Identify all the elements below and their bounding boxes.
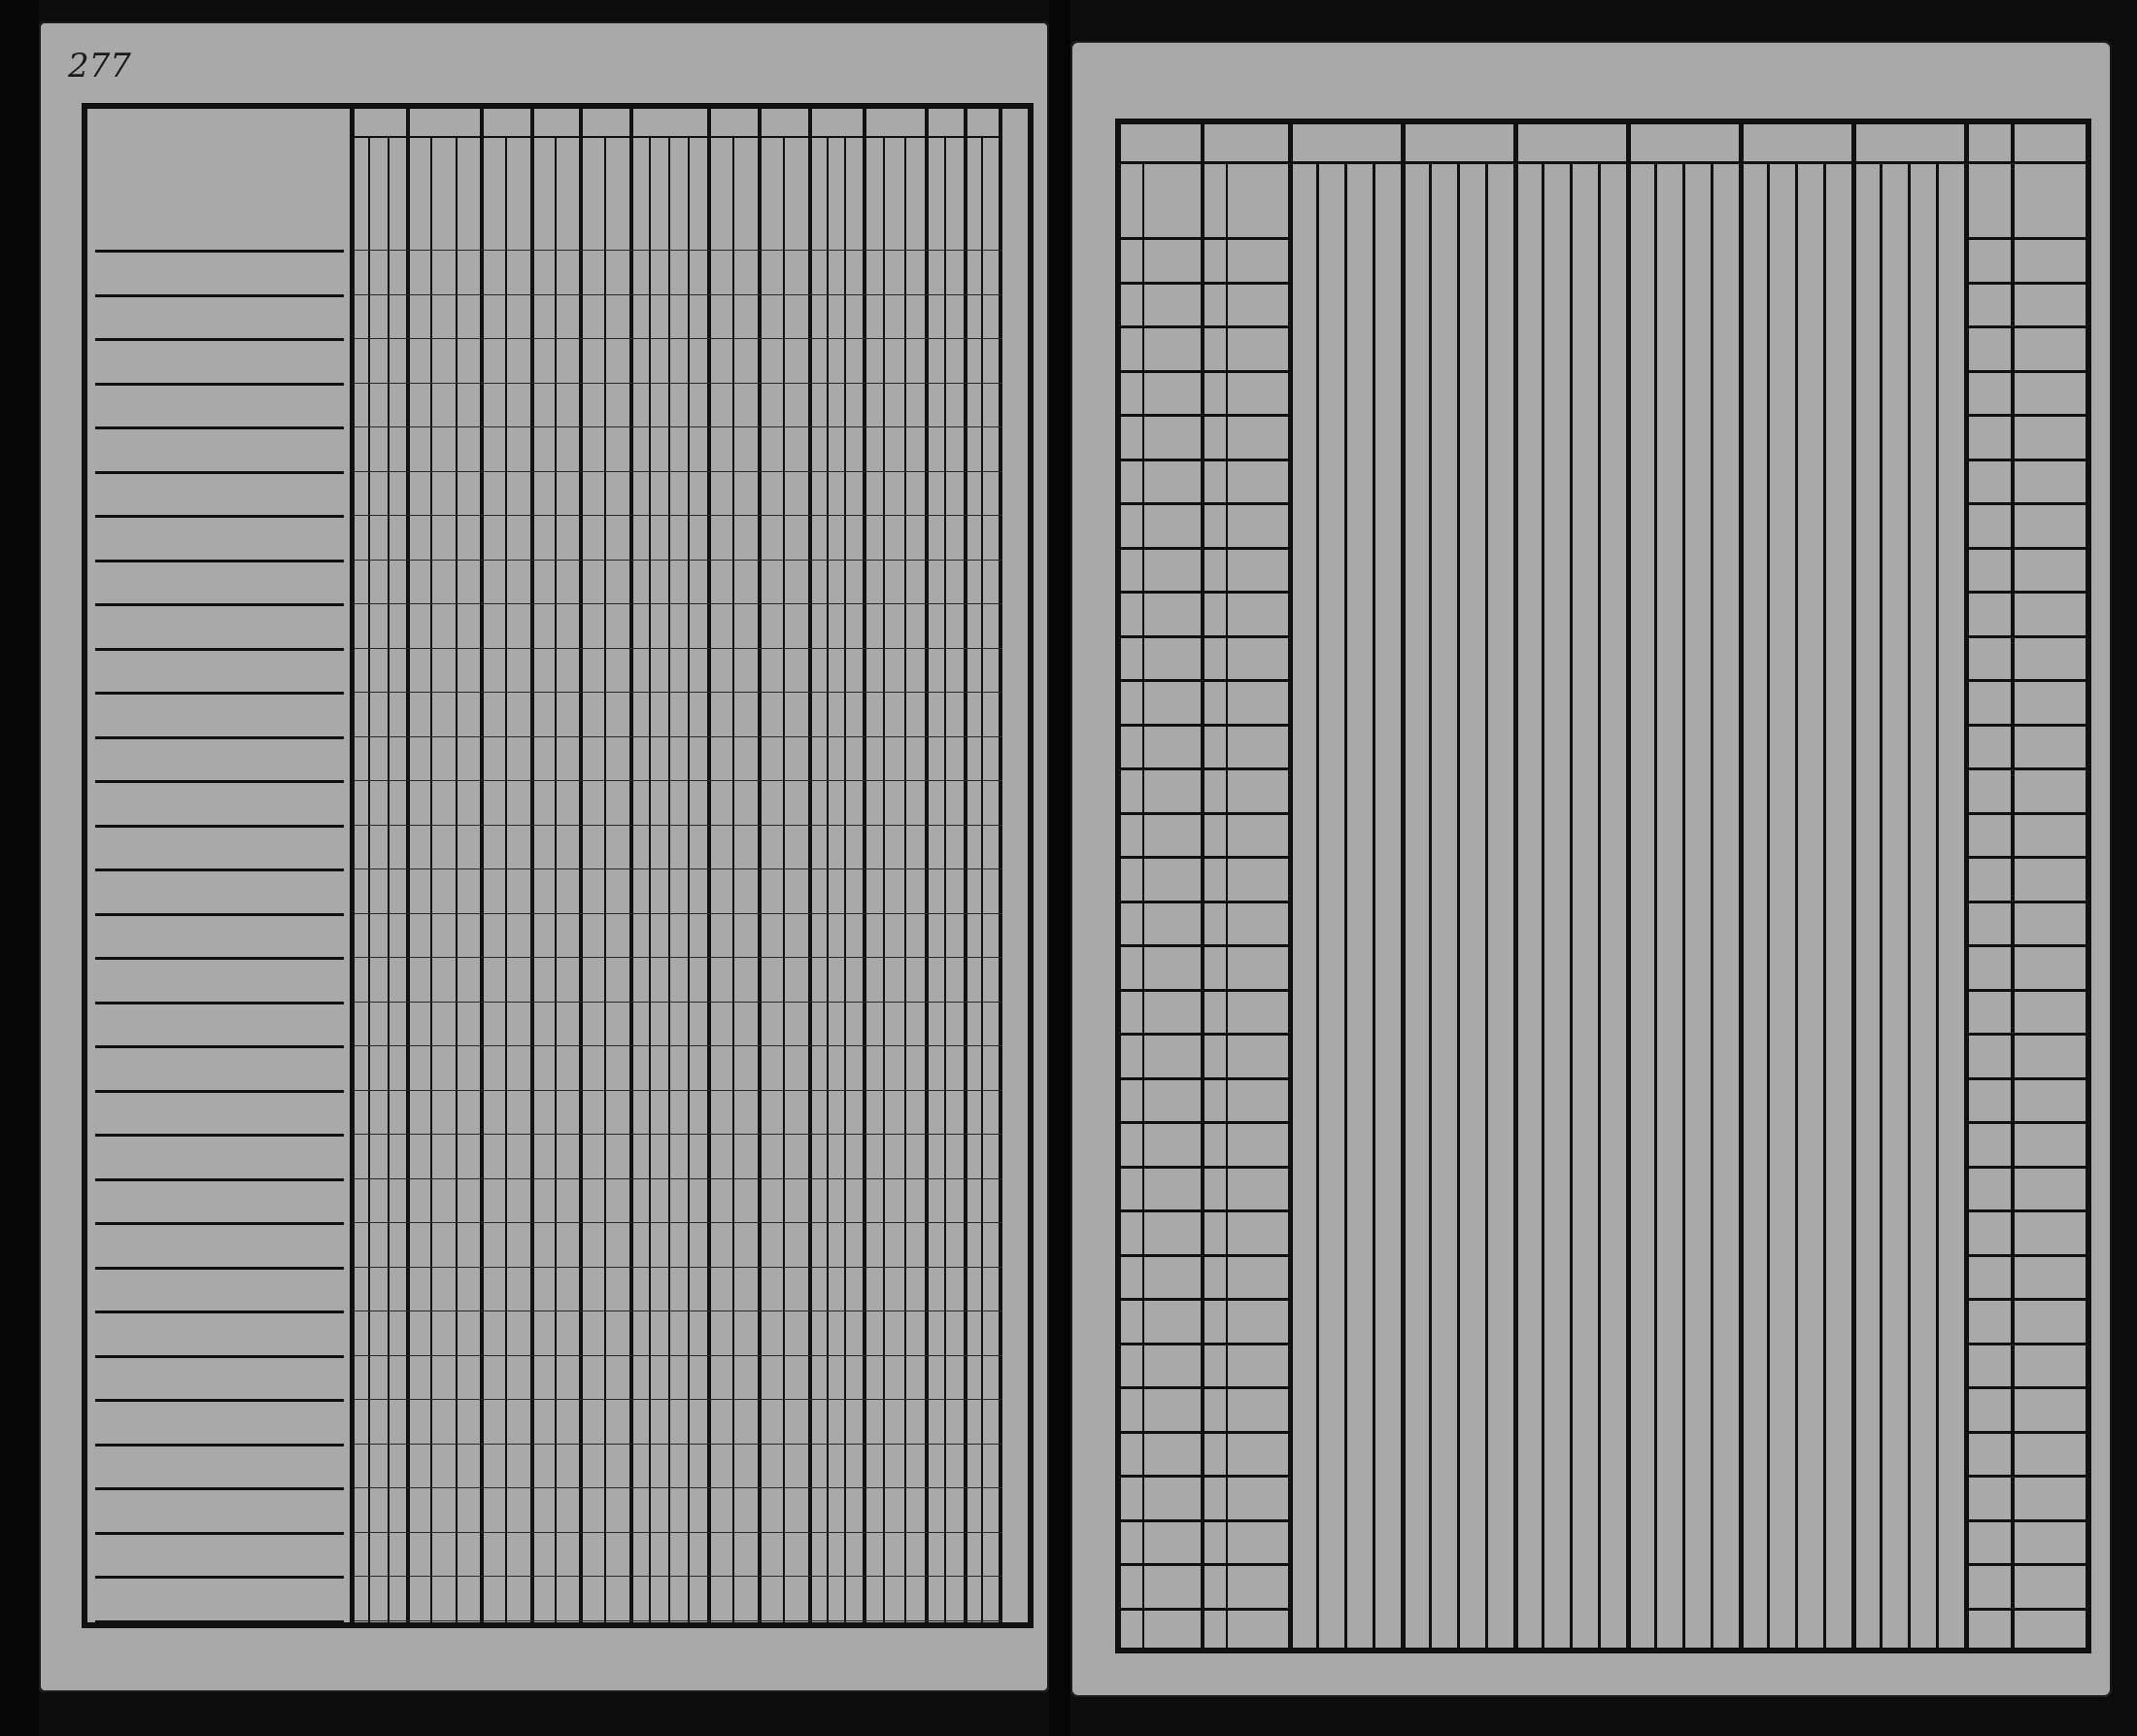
acc-row-rule <box>1964 1033 2086 1036</box>
acc-row-rule <box>1964 1519 2086 1522</box>
name-row-rule <box>95 1620 344 1623</box>
acc-row-rule <box>1964 282 2086 285</box>
data-row-rule <box>354 1532 1002 1533</box>
data-row-rule <box>354 692 1002 693</box>
name-row-rule <box>95 603 344 606</box>
natus-row-rule <box>1121 459 1288 461</box>
acc-row-rule <box>1964 1077 2086 1080</box>
year-subdivider <box>1795 161 1798 1648</box>
data-row-rule <box>354 1576 1002 1577</box>
year-subdivider <box>1880 161 1883 1648</box>
data-row-rule <box>354 1090 1002 1091</box>
natus-row-rule <box>1121 944 1288 947</box>
name-row-rule <box>95 825 344 828</box>
natus-row-rule <box>1121 370 1288 373</box>
year-subdivider <box>1908 161 1911 1648</box>
page-number: 277 <box>68 47 131 85</box>
natus-row-rule <box>1121 1431 1288 1434</box>
year-subdivider <box>1767 161 1770 1648</box>
right-page <box>1070 41 2112 1697</box>
left-edge-shadow <box>0 0 39 1736</box>
natus-row-rule <box>1121 901 1288 903</box>
data-row-rule <box>354 780 1002 781</box>
acc-row-rule <box>1964 1298 2086 1301</box>
data-row-rule <box>354 868 1002 869</box>
year-subdivider <box>1485 161 1488 1648</box>
obiit-divider <box>1288 124 1293 1648</box>
acc-row-rule <box>1964 1475 2086 1478</box>
data-row-rule <box>354 250 1002 251</box>
data-row-rule <box>354 736 1002 737</box>
name-row-rule <box>95 383 344 386</box>
name-row-rule <box>95 736 344 739</box>
name-row-rule <box>95 957 344 960</box>
year-subdivider <box>1598 161 1601 1648</box>
column-divider <box>579 109 583 1622</box>
year-divider <box>1401 124 1406 1648</box>
year-subdivider <box>1316 161 1319 1648</box>
data-row-rule <box>354 1620 1002 1621</box>
acc-row-rule <box>1964 370 2086 373</box>
name-row-rule <box>95 1134 344 1137</box>
name-row-rule <box>95 1267 344 1270</box>
name-row-rule <box>95 868 344 871</box>
year-divider <box>1739 124 1744 1648</box>
natus-row-rule <box>1121 502 1288 505</box>
data-row-rule <box>354 825 1002 826</box>
data-row-rule <box>354 1222 1002 1223</box>
data-row-rule <box>354 560 1002 561</box>
column-divider <box>406 109 410 1622</box>
acc-row-rule <box>1964 724 2086 727</box>
natus-row-rule <box>1121 989 1288 992</box>
name-row-rule <box>95 648 344 651</box>
column-divider <box>863 109 866 1622</box>
name-row-rule <box>95 338 344 341</box>
left-page <box>39 21 1049 1692</box>
right-register-table <box>1115 119 2091 1653</box>
acc-row-rule <box>1964 944 2086 947</box>
name-row-rule <box>95 1178 344 1181</box>
acc-row-rule <box>1964 1209 2086 1212</box>
name-row-rule <box>95 1399 344 1402</box>
data-row-rule <box>354 1178 1002 1179</box>
acc-row-rule <box>1964 1121 2086 1124</box>
natus-row-rule <box>1121 856 1288 859</box>
data-row-rule <box>354 1399 1002 1400</box>
natus-row-rule <box>1121 1563 1288 1566</box>
accessit-divider <box>2011 124 2015 1648</box>
name-row-rule <box>95 1444 344 1447</box>
data-row-rule <box>354 913 1002 914</box>
column-divider <box>964 109 967 1622</box>
header-rule <box>350 136 999 138</box>
column-divider <box>530 109 534 1622</box>
name-row-rule <box>95 250 344 253</box>
data-row-rule <box>354 426 1002 427</box>
natus-row-rule <box>1121 591 1288 594</box>
acc-row-rule <box>1964 856 2086 859</box>
natus-row-rule <box>1121 1343 1288 1345</box>
natus-row-rule <box>1121 724 1288 727</box>
data-row-rule <box>354 1045 1002 1046</box>
year-subdivider <box>1823 161 1826 1648</box>
data-row-rule <box>354 1267 1002 1268</box>
acc-row-rule <box>1964 1166 2086 1169</box>
column-divider <box>999 109 1002 1622</box>
column-divider <box>925 109 929 1622</box>
year-subdivider <box>1457 161 1460 1648</box>
data-row-rule <box>354 383 1002 384</box>
data-row-rule <box>354 294 1002 295</box>
acc-row-rule <box>1964 901 2086 903</box>
column-divider <box>629 109 633 1622</box>
natus-row-rule <box>1121 414 1288 417</box>
name-row-rule <box>95 913 344 916</box>
name-row-rule <box>95 515 344 518</box>
acc-row-rule <box>1964 325 2086 328</box>
name-row-rule <box>95 1576 344 1579</box>
data-row-rule <box>354 603 1002 604</box>
name-row-rule <box>95 1311 344 1313</box>
data-row-rule <box>354 1487 1002 1488</box>
name-row-rule <box>95 426 344 429</box>
year-subdivider <box>1654 161 1657 1648</box>
natus-row-rule <box>1121 1608 1288 1611</box>
acc-row-rule <box>1964 591 2086 594</box>
acc-row-rule <box>1964 1254 2086 1257</box>
year-subdivider <box>1682 161 1685 1648</box>
year-header-rule <box>1121 161 2086 164</box>
natus-row-rule <box>1121 767 1288 770</box>
data-row-rule <box>354 1355 1002 1356</box>
year-subdivider <box>1542 161 1544 1648</box>
natus-row-rule <box>1121 1254 1288 1257</box>
year-divider <box>1513 124 1518 1648</box>
data-row-rule <box>354 1444 1002 1445</box>
natus-row-rule <box>1121 1121 1288 1124</box>
name-row-rule <box>95 1002 344 1004</box>
natus-row-rule <box>1121 547 1288 550</box>
acc-row-rule <box>1964 237 2086 240</box>
year-subdivider <box>1936 161 1939 1648</box>
left-register-table <box>82 103 1034 1628</box>
natus-divider <box>1201 124 1204 1648</box>
name-row-rule <box>95 1222 344 1225</box>
acc-row-rule <box>1964 547 2086 550</box>
year-subdivider <box>1344 161 1347 1648</box>
name-row-rule <box>95 1045 344 1048</box>
name-row-rule <box>95 560 344 562</box>
acc-row-rule <box>1964 812 2086 815</box>
name-row-rule <box>95 1532 344 1535</box>
name-column-divider <box>350 109 355 1622</box>
acc-row-rule <box>1964 1343 2086 1345</box>
data-row-rule <box>354 957 1002 958</box>
natus-d-divider <box>1142 161 1144 1648</box>
data-row-rule <box>354 515 1002 516</box>
column-divider <box>480 109 484 1622</box>
acc-row-rule <box>1964 1386 2086 1389</box>
natus-row-rule <box>1121 679 1288 682</box>
column-divider <box>758 109 762 1622</box>
year-subdivider <box>1711 161 1713 1648</box>
acc-row-rule <box>1964 459 2086 461</box>
data-row-rule <box>354 338 1002 339</box>
year-subdivider <box>1570 161 1573 1648</box>
name-row-rule <box>95 1487 344 1490</box>
column-divider <box>808 109 812 1622</box>
acc-row-rule <box>1964 1563 2086 1566</box>
name-row-rule <box>95 1090 344 1093</box>
natus-row-rule <box>1121 237 1288 240</box>
name-row-rule <box>95 294 344 297</box>
acc-row-rule <box>1964 635 2086 638</box>
acc-row-rule <box>1964 1608 2086 1611</box>
natus-row-rule <box>1121 325 1288 328</box>
year-divider <box>1964 124 1969 1648</box>
name-row-rule <box>95 780 344 783</box>
natus-row-rule <box>1121 1386 1288 1389</box>
natus-row-rule <box>1121 282 1288 285</box>
natus-row-rule <box>1121 812 1288 815</box>
natus-row-rule <box>1121 1166 1288 1169</box>
year-subdivider <box>1429 161 1432 1648</box>
name-row-rule <box>95 1355 344 1358</box>
name-row-rule <box>95 692 344 695</box>
year-subdivider <box>1373 161 1375 1648</box>
data-row-rule <box>354 1134 1002 1135</box>
data-row-rule <box>354 1002 1002 1003</box>
natus-row-rule <box>1121 635 1288 638</box>
year-divider <box>1851 124 1856 1648</box>
name-row-rule <box>95 471 344 474</box>
data-row-rule <box>354 471 1002 472</box>
column-divider <box>707 109 711 1622</box>
natus-row-rule <box>1121 1077 1288 1080</box>
book-spine <box>1049 0 1070 1736</box>
acc-row-rule <box>1964 767 2086 770</box>
natus-row-rule <box>1121 1033 1288 1036</box>
acc-row-rule <box>1964 679 2086 682</box>
acc-row-rule <box>1964 414 2086 417</box>
natus-row-rule <box>1121 1519 1288 1522</box>
obiit-d-divider <box>1226 161 1228 1648</box>
year-divider <box>1626 124 1631 1648</box>
acc-row-rule <box>1964 502 2086 505</box>
natus-row-rule <box>1121 1298 1288 1301</box>
natus-row-rule <box>1121 1209 1288 1212</box>
acc-row-rule <box>1964 1431 2086 1434</box>
acc-row-rule <box>1964 989 2086 992</box>
natus-row-rule <box>1121 1475 1288 1478</box>
data-row-rule <box>354 648 1002 649</box>
